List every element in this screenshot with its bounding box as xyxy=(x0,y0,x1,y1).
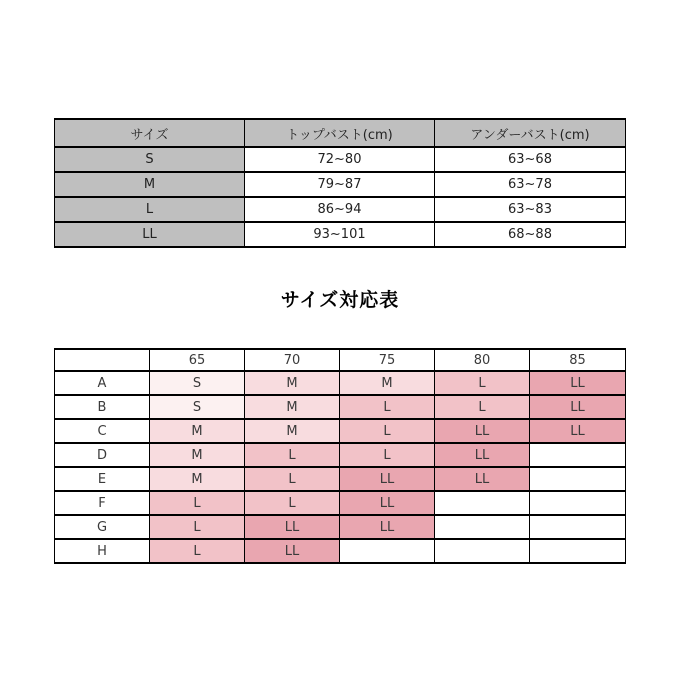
size-cell: L xyxy=(435,371,530,395)
size-label-cell: S xyxy=(55,147,245,172)
top-bust-col-header: トップバスト(cm) xyxy=(245,119,435,147)
size-label-cell: M xyxy=(55,172,245,197)
size-cell xyxy=(530,467,626,491)
table-row xyxy=(55,539,626,563)
top-bust-value: 79~87 xyxy=(245,172,435,197)
cup-row-label: C xyxy=(55,419,150,443)
size-cell: LL xyxy=(530,395,626,419)
underbust-col-header: 75 xyxy=(340,349,435,371)
size-cell: L xyxy=(150,515,245,539)
size-label-cell: LL xyxy=(55,222,245,247)
size-cell: L xyxy=(150,539,245,563)
size-cell: M xyxy=(245,371,340,395)
top-bust-value: 93~101 xyxy=(245,222,435,247)
table-header-row xyxy=(55,119,626,147)
cup-row-label: D xyxy=(55,443,150,467)
cup-row-label: G xyxy=(55,515,150,539)
size-cell: LL xyxy=(340,515,435,539)
size-spec-table xyxy=(54,118,626,248)
size-cell: L xyxy=(245,443,340,467)
cup-row-label: F xyxy=(55,491,150,515)
top-bust-value: 86~94 xyxy=(245,197,435,222)
size-cell: LL xyxy=(530,419,626,443)
size-cell xyxy=(435,515,530,539)
size-cell: LL xyxy=(340,467,435,491)
table-row xyxy=(55,395,626,419)
underbust-col-header: 80 xyxy=(435,349,530,371)
size-cell: M xyxy=(150,419,245,443)
size-cell: LL xyxy=(530,371,626,395)
table-row xyxy=(55,147,626,172)
table-row xyxy=(55,222,626,247)
size-cell: M xyxy=(150,443,245,467)
top-bust-value: 72~80 xyxy=(245,147,435,172)
underbust-col-header: 70 xyxy=(245,349,340,371)
under-bust-value: 63~78 xyxy=(435,172,626,197)
table-row xyxy=(55,419,626,443)
size-cell: LL xyxy=(245,539,340,563)
size-correspondence-table xyxy=(54,348,626,564)
size-cell xyxy=(435,491,530,515)
size-cell: S xyxy=(150,395,245,419)
size-cell xyxy=(530,515,626,539)
underbust-col-header: 65 xyxy=(150,349,245,371)
under-bust-col-header: アンダーバスト(cm) xyxy=(435,119,626,147)
table-row xyxy=(55,515,626,539)
cup-row-label: B xyxy=(55,395,150,419)
size-cell: L xyxy=(340,419,435,443)
under-bust-value: 63~83 xyxy=(435,197,626,222)
page-title: サイズ対応表 xyxy=(280,289,400,311)
cup-row-label: E xyxy=(55,467,150,491)
size-cell: L xyxy=(150,491,245,515)
table-row xyxy=(55,491,626,515)
size-cell: M xyxy=(340,371,435,395)
table-row xyxy=(55,467,626,491)
table-header-row xyxy=(55,349,626,371)
size-label-cell: L xyxy=(55,197,245,222)
size-cell: L xyxy=(245,467,340,491)
cup-row-label: A xyxy=(55,371,150,395)
size-cell xyxy=(530,539,626,563)
size-cell: L xyxy=(340,395,435,419)
size-cell xyxy=(340,539,435,563)
table-row xyxy=(55,172,626,197)
table-row xyxy=(55,371,626,395)
size-cell: M xyxy=(245,395,340,419)
under-bust-value: 68~88 xyxy=(435,222,626,247)
cup-row-label: H xyxy=(55,539,150,563)
size-cell: LL xyxy=(435,419,530,443)
size-cell xyxy=(530,491,626,515)
underbust-col-header: 85 xyxy=(530,349,626,371)
size-cell xyxy=(435,539,530,563)
table-row xyxy=(55,197,626,222)
size-cell: M xyxy=(245,419,340,443)
size-cell: L xyxy=(435,395,530,419)
size-cell xyxy=(530,443,626,467)
size-cell: LL xyxy=(340,491,435,515)
table-row xyxy=(55,443,626,467)
size-cell: LL xyxy=(435,443,530,467)
size-col-header: サイズ xyxy=(55,119,245,147)
size-cell: L xyxy=(340,443,435,467)
size-cell: LL xyxy=(435,467,530,491)
size-cell: S xyxy=(150,371,245,395)
corner-cell xyxy=(55,349,150,371)
size-cell: LL xyxy=(245,515,340,539)
under-bust-value: 63~68 xyxy=(435,147,626,172)
size-cell: M xyxy=(150,467,245,491)
size-cell: L xyxy=(245,491,340,515)
